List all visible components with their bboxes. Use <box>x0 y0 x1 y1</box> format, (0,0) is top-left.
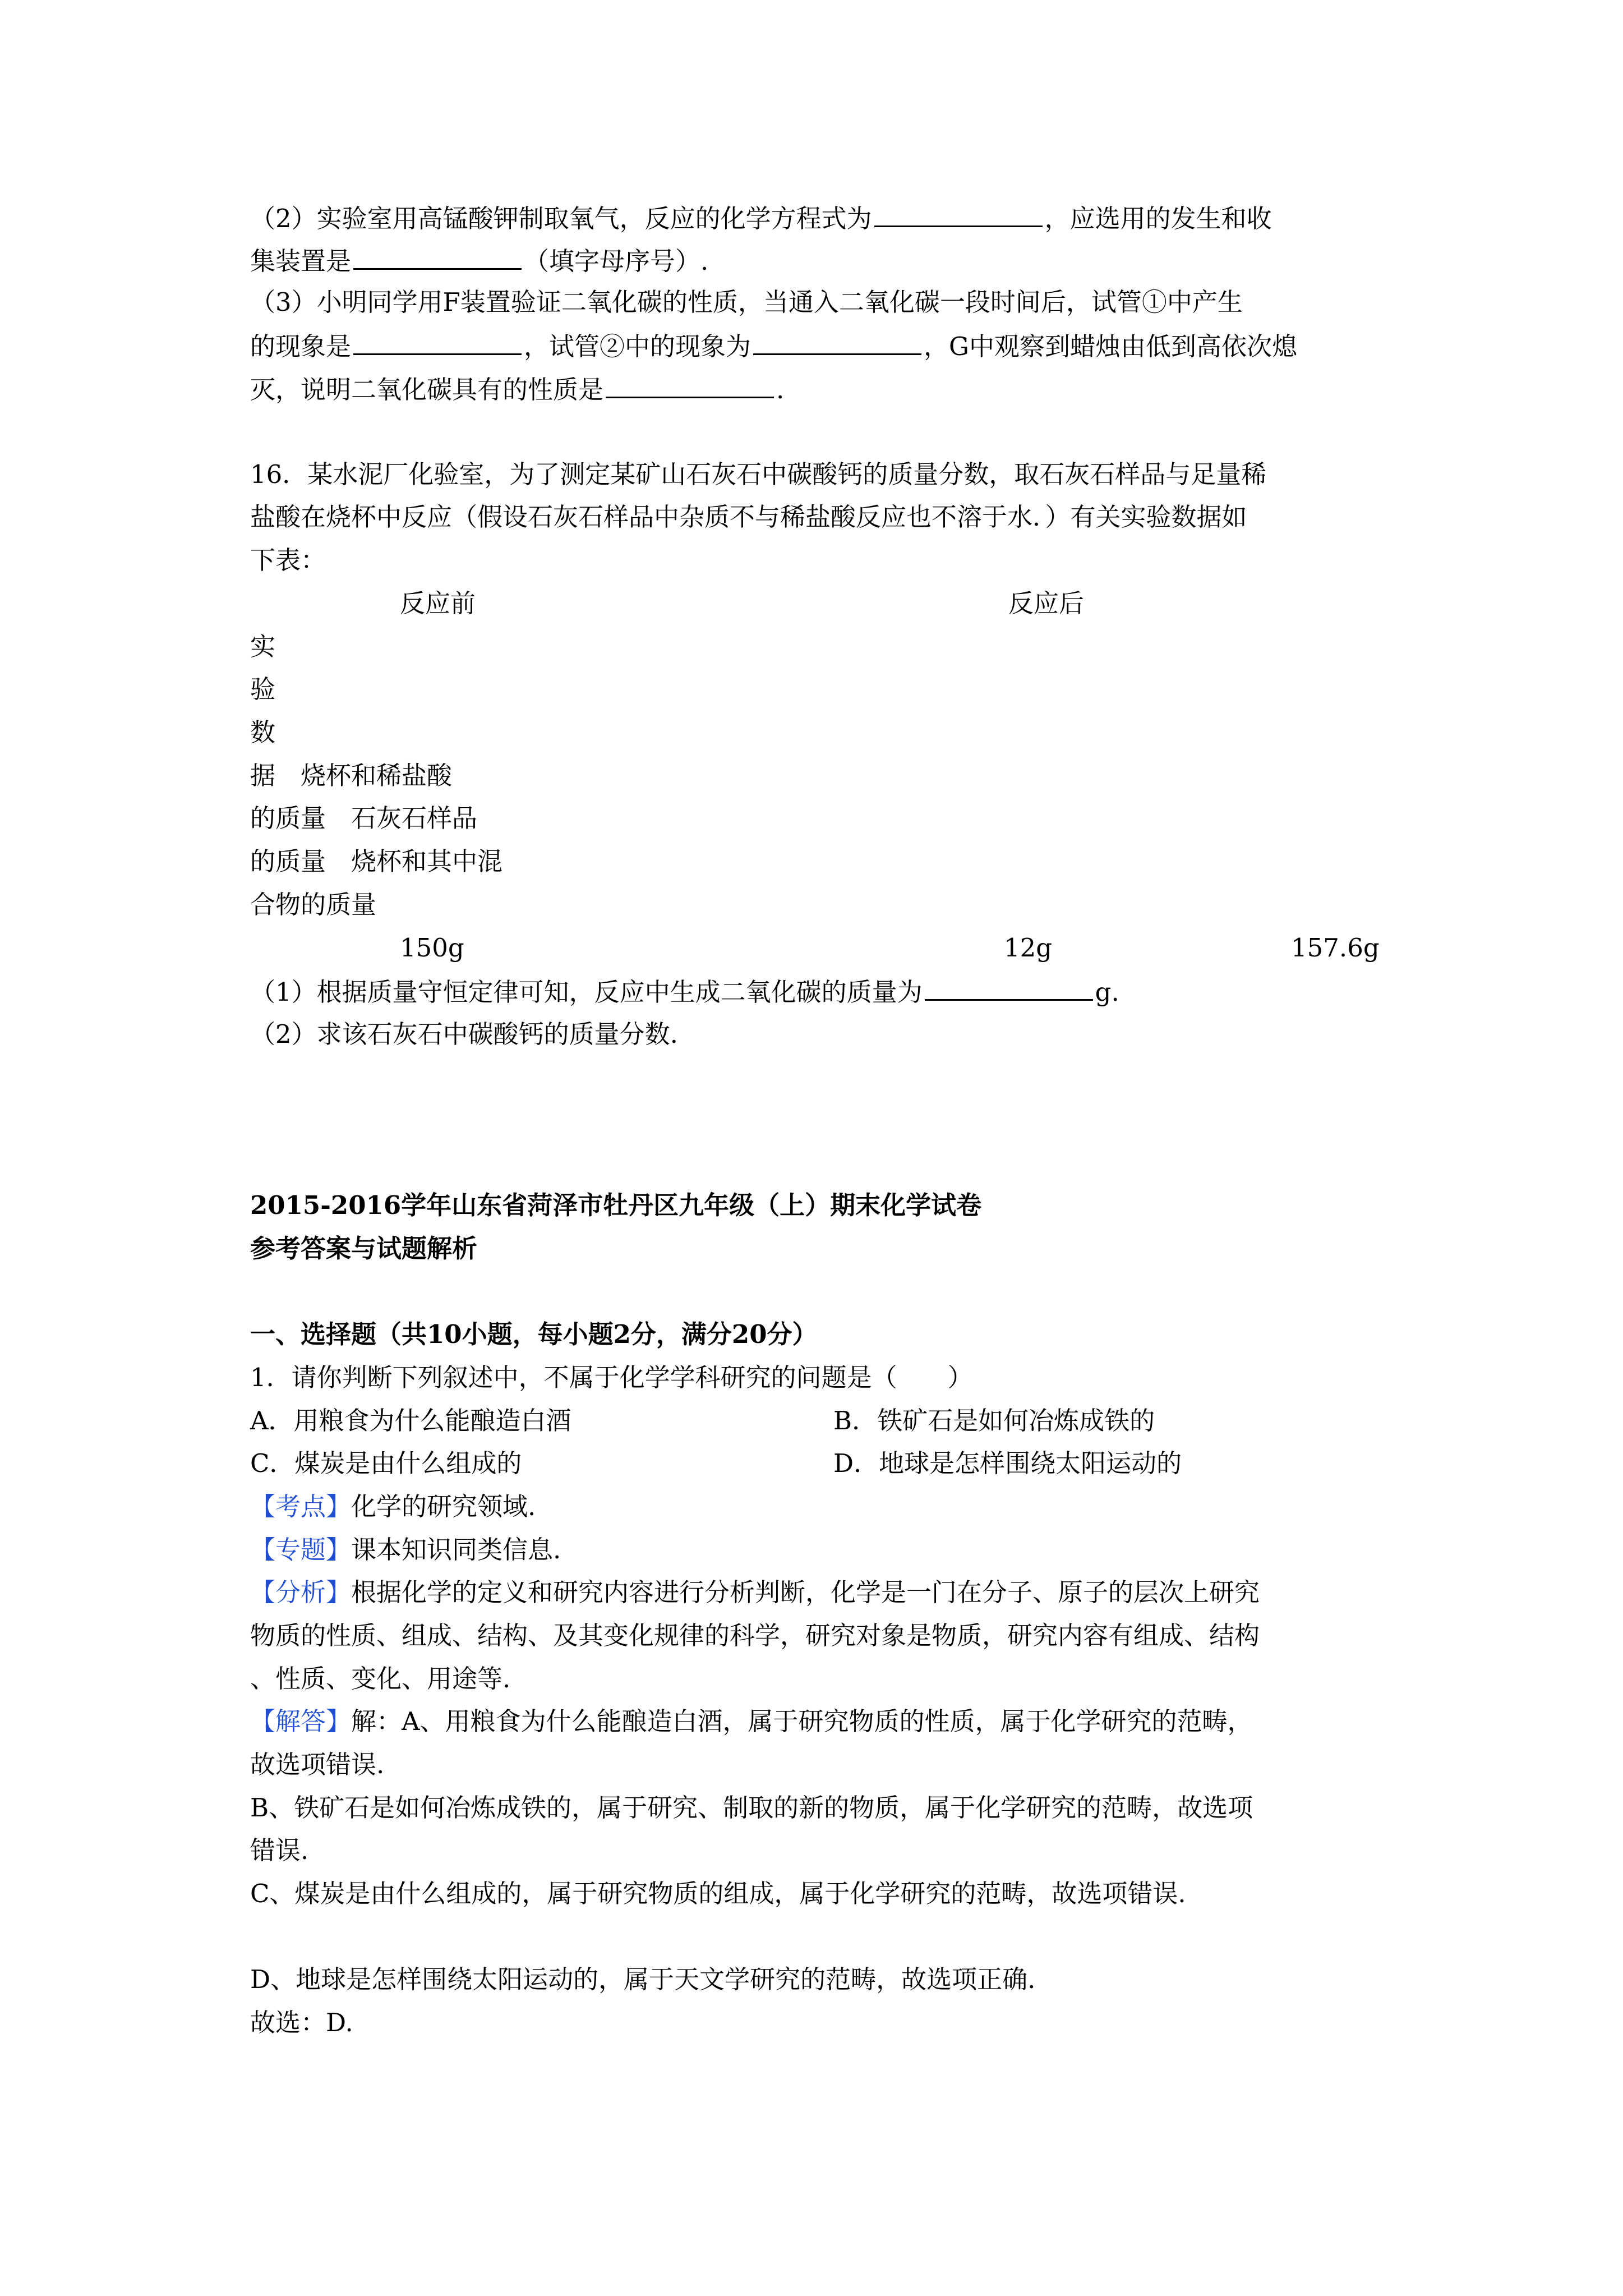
fenxi <box>250 1578 1260 1607</box>
table-row-head <box>250 847 502 876</box>
table-col-label: 石灰石样品 <box>351 803 478 833</box>
option-a: A．用粮食为什么能酿造白酒 <box>250 1406 571 1435</box>
q15-text: 集装置是 <box>250 246 352 276</box>
jieda-tag: 【解答】 <box>250 1706 352 1736</box>
table-header-before: 反应前 <box>400 588 476 618</box>
answer-blank <box>925 977 1093 1001</box>
option-c: C．煤炭是由什么组成的 <box>250 1448 522 1478</box>
q15-text: ，试管②中的现象为 <box>524 332 751 361</box>
zhuanti-text: 课本知识同类信息. <box>351 1535 561 1565</box>
table-value-sample: 12g <box>1004 933 1053 963</box>
zhuanti <box>250 1535 561 1565</box>
jieda-line6: D、地球是怎样围绕太阳运动的，属于天文学研究的范畴，故选项正确. <box>250 1964 1036 1994</box>
answer-blank <box>606 374 774 398</box>
table-row-head: 数 <box>250 717 276 747</box>
jieda-text: 解：A、用粮食为什么能酿造白酒，属于研究物质的性质，属于化学研究的范畴， <box>351 1706 1253 1736</box>
q15-text: . <box>776 375 785 404</box>
q16-sub2: （2）求该石灰石中碳酸钙的质量分数. <box>250 1019 678 1049</box>
option-d: D．地球是怎样围绕太阳运动的 <box>833 1448 1182 1478</box>
answer-blank <box>353 246 522 270</box>
q16-text: （1）根据质量守恒定律可知，反应中生成二氧化碳的质量为 <box>250 977 923 1007</box>
fenxi-text: 根据化学的定义和研究内容进行分析判断，化学是一门在分子、原子的层次上研究 <box>351 1577 1260 1607</box>
jieda-line4: 错误. <box>250 1835 309 1865</box>
jieda-line2: 故选项错误. <box>250 1750 385 1779</box>
q15-text: 的现象是 <box>250 332 352 361</box>
answer-blank <box>753 331 921 355</box>
q16-line2: 盐酸在烧杯中反应（假设石灰石样品中杂质不与稀盐酸反应也不溶于水．）有关实验数据如 <box>250 502 1247 532</box>
kaodian-text: 化学的研究领域. <box>351 1492 536 1521</box>
table-row-head: 实 <box>250 632 276 661</box>
q15-part3-line3 <box>250 374 784 404</box>
table-row-head-text: 的质量 <box>250 803 326 833</box>
option-b: B．铁矿石是如何冶炼成铁的 <box>833 1406 1155 1435</box>
answers-subtitle: 参考答案与试题解析 <box>250 1234 478 1263</box>
kaodian <box>250 1492 536 1521</box>
q15-part3-line1 <box>250 288 1243 317</box>
q15-text: 灭，说明二氧化碳具有的性质是 <box>250 375 604 404</box>
table-row-head <box>250 761 452 790</box>
table-row-head-text: 的质量 <box>250 846 326 876</box>
fenxi-line3: 、性质、变化、用途等. <box>250 1664 511 1694</box>
q16-sub1 <box>250 977 1119 1007</box>
section-heading: 一、选择题（共10小题，每小题2分，满分20分） <box>250 1319 818 1349</box>
q16-line1: 16．某水泥厂化验室，为了测定某矿山石灰石中碳酸钙的质量分数，取石灰石样品与足量稀 <box>250 459 1267 489</box>
table-value-after: 157.6g <box>1291 933 1380 963</box>
table-row-head <box>250 804 477 833</box>
table-row-head: 合物的质量 <box>250 890 377 919</box>
table-col-label: 烧杯和其中混 <box>351 846 503 876</box>
kaodian-tag: 【考点】 <box>250 1492 352 1521</box>
table-header-after: 反应后 <box>1008 588 1085 618</box>
q15-part2-line1 <box>250 203 1272 233</box>
table-value-beaker-acid: 150g <box>400 933 464 963</box>
q16-line3: 下表： <box>250 545 326 575</box>
answer-blank <box>353 331 522 355</box>
fenxi-line2: 物质的性质、组成、结构、及其变化规律的科学，研究对象是物质，研究内容有组成、结构 <box>250 1621 1260 1650</box>
q15-text: ，G中观察到蜡烛由低到高依次熄 <box>924 332 1297 361</box>
fenxi-tag: 【分析】 <box>250 1577 352 1607</box>
q16-text: g. <box>1095 977 1119 1007</box>
table-row-head-text: 据 <box>250 761 276 790</box>
q15-part2-line2 <box>250 246 708 276</box>
jieda-line5: C、煤炭是由什么组成的，属于研究物质的组成，属于化学研究的范畴，故选项错误. <box>250 1879 1186 1908</box>
table-col-label: 烧杯和稀盐酸 <box>301 761 453 790</box>
q15-text: （填字母序号）. <box>524 246 709 276</box>
q15-text: （3）小明同学用F装置验证二氧化碳的性质，当通入二氧化碳一段时间后，试管①中产生 <box>250 287 1243 317</box>
answer-blank <box>874 203 1043 227</box>
answers-title: 2015-2016学年山东省菏泽市牡丹区九年级（上）期末化学试卷 <box>250 1190 982 1220</box>
question-1: 1．请你判断下列叙述中，不属于化学学科研究的问题是（ ） <box>250 1363 973 1392</box>
jieda-line3: B、铁矿石是如何冶炼成铁的，属于研究、制取的新的物质，属于化学研究的范畴，故选项 <box>250 1793 1253 1823</box>
q15-text: （2）实验室用高锰酸钾制取氧气，反应的化学方程式为 <box>250 204 872 233</box>
q15-part3-line2 <box>250 331 1297 361</box>
jieda-line7: 故选：D. <box>250 2008 353 2037</box>
jieda <box>250 1707 1253 1736</box>
zhuanti-tag: 【专题】 <box>250 1535 352 1565</box>
table-row-head: 验 <box>250 674 276 704</box>
q15-text: ，应选用的发生和收 <box>1044 204 1272 233</box>
